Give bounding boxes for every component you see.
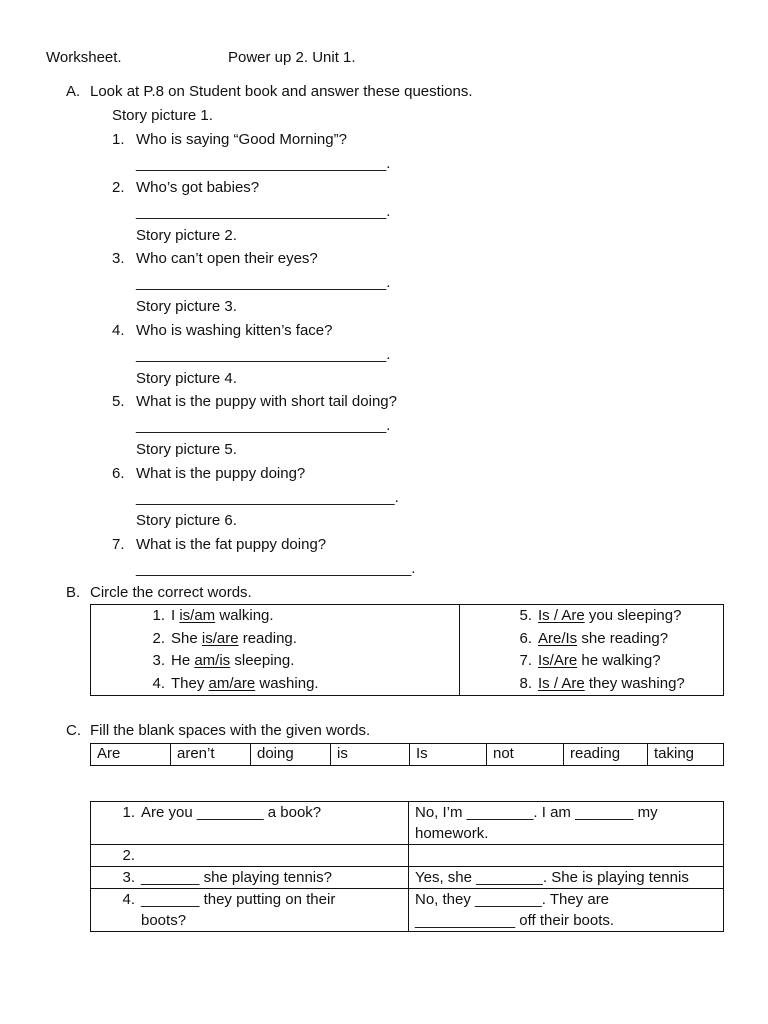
choice-4[interactable]: am/are [208, 674, 256, 692]
section-b-title: Circle the correct words. [90, 584, 252, 601]
circle-words-left-cell [91, 605, 460, 696]
answer-blank-6[interactable]: _______________________________. [136, 489, 399, 506]
circle-item-4: 4. They am/are washing. [152, 674, 319, 692]
answer-blank-1[interactable]: ______________________________. [136, 155, 391, 172]
circle-item-7: 7. Is/Are he walking? [519, 652, 661, 669]
worksheet-label: Worksheet. [46, 49, 122, 66]
c-question-3: 3. _______ she playing tennis? [91, 867, 409, 889]
word-bank-item: Are [91, 744, 171, 766]
c-answer-1[interactable]: No, I’m ________. I am _______ my homework. [409, 802, 724, 845]
choice-3[interactable]: am/is [194, 652, 231, 669]
answer-blank-7[interactable]: _________________________________. [136, 560, 416, 577]
answer-blank-2[interactable]: ______________________________. [136, 203, 391, 220]
question-3-text: Who can’t open their eyes? [136, 250, 318, 267]
c-answer-2[interactable] [409, 845, 724, 867]
word-bank-item: Is [410, 744, 487, 766]
answer-blank-4[interactable]: ______________________________. [136, 346, 391, 363]
c-question-4-text[interactable]: _______ they putting on their [141, 891, 336, 908]
c-question-4: 4. _______ they putting on their boots? [91, 889, 409, 932]
section-c-letter: C. [66, 722, 81, 739]
question-1-text: Who is saying “Good Morning”? [136, 131, 347, 148]
word-bank-item: reading [564, 744, 648, 766]
question-4-number: 4. [112, 322, 125, 339]
story-picture-6: Story picture 6. [136, 512, 237, 529]
choice-8[interactable]: Is / Are [538, 674, 585, 692]
question-2-number: 2. [112, 179, 125, 196]
c-question-3-text[interactable]: _______ she playing tennis? [141, 869, 332, 886]
story-picture-1: Story picture 1. [112, 107, 213, 124]
c-question-2: 2. [91, 845, 409, 867]
question-6-number: 6. [112, 465, 125, 482]
question-7-number: 7. [112, 536, 125, 553]
choice-1[interactable]: is/am [179, 607, 216, 624]
circle-words-right-cell [460, 605, 724, 696]
word-bank [90, 743, 724, 766]
c-question-1-text[interactable]: Are you ________ a book? [141, 804, 322, 821]
story-picture-3: Story picture 3. [136, 298, 237, 315]
word-bank-item: is [331, 744, 410, 766]
circle-item-3: 3. He am/is sleeping. [152, 652, 295, 669]
circle-words-table [90, 604, 724, 696]
choice-7[interactable]: Is/Are [538, 652, 578, 669]
word-bank-item: taking [648, 744, 724, 766]
answer-blank-3[interactable]: ______________________________. [136, 274, 391, 291]
unit-title: Power up 2. Unit 1. [228, 49, 356, 66]
story-picture-5: Story picture 5. [136, 441, 237, 458]
choice-2[interactable]: is/are [201, 629, 239, 647]
circle-item-2: 2. She is/are reading. [152, 629, 297, 647]
circle-item-8: 8. Is / Are they washing? [519, 674, 685, 692]
word-bank-item: doing [251, 744, 331, 766]
circle-item-5: 5. Is / Are you sleeping? [519, 607, 682, 624]
question-3-number: 3. [112, 250, 125, 267]
circle-item-1: 1. I is/am walking. [152, 607, 274, 624]
question-6-text: What is the puppy doing? [136, 465, 306, 482]
word-bank-item: not [487, 744, 564, 766]
circle-item-6: 6. Are/Is she reading? [519, 629, 669, 647]
section-a-title: Look at P.8 on Student book and answer these questions. [90, 83, 473, 100]
story-picture-2: Story picture 2. [136, 227, 237, 244]
question-2-text: Who’s got babies? [136, 179, 260, 196]
fill-blanks-table [90, 801, 724, 932]
choice-5[interactable]: Is / Are [538, 607, 585, 624]
question-1-number: 1. [112, 131, 125, 148]
c-question-1: 1. Are you ________ a book? [91, 802, 409, 845]
c-answer-4[interactable]: No, they ________. They are ____________ off their boots. [409, 889, 724, 932]
section-b-letter: B. [66, 584, 81, 601]
section-a-letter: A. [66, 83, 81, 100]
c-answer-3[interactable]: Yes, she ________. She is playing tennis [409, 867, 724, 889]
word-bank-item: aren’t [171, 744, 251, 766]
question-5-text: What is the puppy with short tail doing? [136, 393, 397, 410]
question-5-number: 5. [112, 393, 125, 410]
question-7-text: What is the fat puppy doing? [136, 536, 327, 553]
question-4-text: Who is washing kitten’s face? [136, 322, 333, 339]
story-picture-4: Story picture 4. [136, 370, 237, 387]
answer-blank-5[interactable]: ______________________________. [136, 417, 391, 434]
section-c-title: Fill the blank spaces with the given words. [90, 722, 371, 739]
choice-6[interactable]: Are/Is [538, 629, 578, 647]
